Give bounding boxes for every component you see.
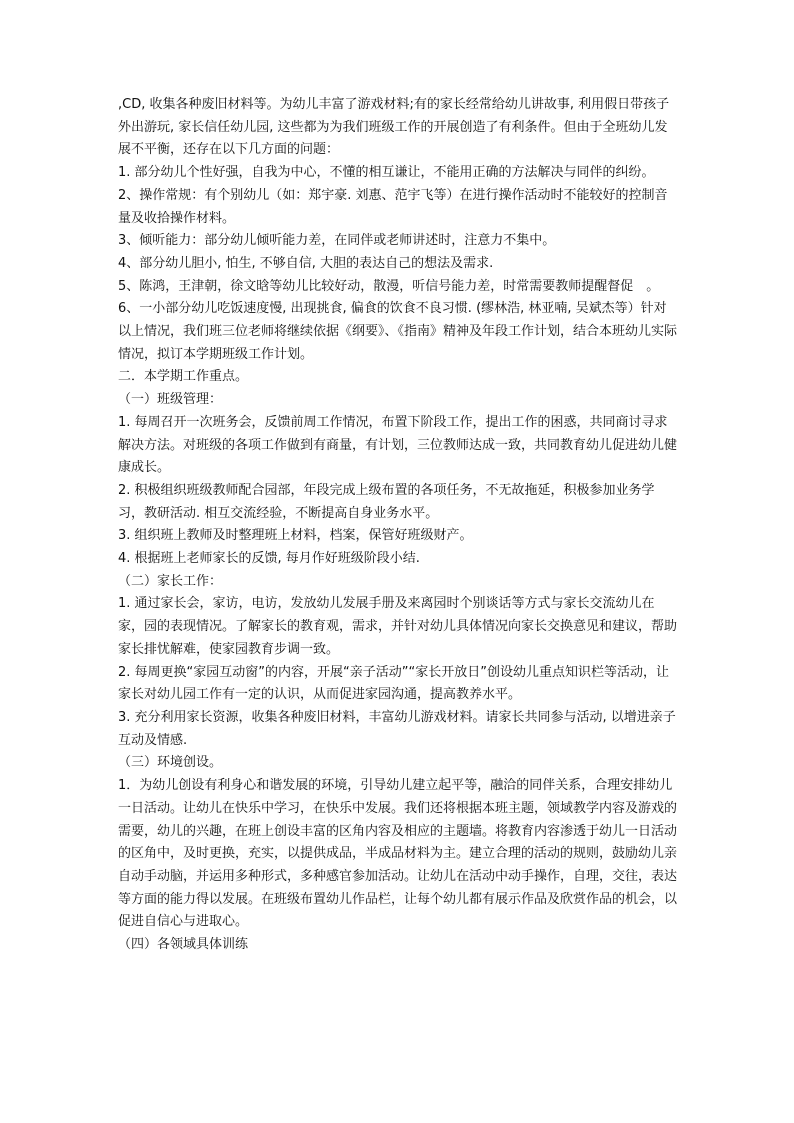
paragraph-problem-4: 4、部分幼儿胆小, 怕生, 不够自信, 大胆的表达自己的想法及需求. (118, 255, 494, 271)
paragraph-problem-6: 6、一小部分幼儿吃饭速度慢, 出现挑食, 偏食的饮食不良习惯. (缪林浩, 林亚喃, 吴斌杰等）针对以上情况，我们班三位老师将继续依据《纲要》、《指南》精神及年段工作计划，结合本班幼儿实际情况，拟订本学期班级工作计划。 (118, 301, 678, 362)
paragraph-intro: ,CD, 收集各种废旧材料等。为幼儿丰富了游戏材料;有的家长经常给幼儿讲故事, 利用假日带孩子外出游玩, 家长信任幼儿园, 这些都为为我们班级工作的开展创造了有利条件。但由于全班幼儿发展不平衡，还存在以下几方面的问题： (118, 97, 670, 158)
paragraph-problem-2: 2、操作常规：有个别幼儿（如：郑宇豪. 刘惠、范宇飞等）在进行操作活动时不能较好的控制音量及收拾操作材料。 (118, 187, 668, 226)
paragraph-management-4: 4. 根据班上老师家长的反馈, 每月作好班级阶段小结. (118, 551, 420, 567)
subsection-heading-class-management: （一）班级管理： (118, 392, 223, 408)
subsection-heading-domain-training: （四）各领域具体训练 (118, 937, 249, 953)
paragraph-problem-5: 5、陈鸿，王津朝，徐文晗等幼儿比较好动，散漫，听信号能力差，时常需要教师提醒督促 。 (118, 278, 660, 294)
paragraph-environment-1: 1．为幼儿创设有利身心和谐发展的环境，引导幼儿建立起平等，融洽的同伴关系，合理安排幼儿一日活动。让幼儿在快乐中学习，在快乐中发展。我们还将根据本班主题，领域教学内容及游戏的需要，幼儿的兴趣，在班上创设丰富的区角内容及相应的主题墙。将教育内容渗透于幼儿一日活动的区角中，及时更换，充实，以提供成品，半成品材料为主。建立合理的活动的规则，鼓励幼儿亲自动手动脑，并运用多种形式，多种感官参加活动。让幼儿在活动中动手操作，自理，交往，表达等方面的能力得以发展。在班级布置幼儿作品栏，让每个幼儿都有展示作品及欣赏作品的机会，以促进自信心与进取心。 (118, 778, 678, 930)
subsection-heading-parent-work: （二）家长工作： (118, 573, 223, 589)
paragraph-problem-1: 1. 部分幼儿个性好强，自我为中心，不懂的相互谦让，不能用正确的方法解决与同伴的纠纷。 (118, 165, 655, 181)
paragraph-parent-3: 3. 充分利用家长资源，收集各种废旧材料，丰富幼儿游戏材料。请家长共同参与活动, 以增进亲子互动及情感. (118, 709, 676, 748)
paragraph-management-1: 1. 每周召开一次班务会，反馈前周工作情况，布置下阶段工作，提出工作的困惑，共同商讨寻求解决方法。对班级的各项工作做到有商量，有计划，三位教师达成一致，共同教育幼儿促进幼儿健康成长。 (118, 414, 678, 476)
document-page (118, 94, 678, 957)
paragraph-parent-2: 2. 每周更换“家园互动窗”的内容，开展“亲子活动”“家长开放日”创设幼儿重点知识栏等活动，让家长对幼儿园工作有一定的认识，从而促进家园沟通，提高教养水平。 (118, 664, 669, 703)
paragraph-parent-1: 1. 通过家长会，家访，电访，发放幼儿发展手册及来离园时个别谈话等方式与家长交流幼儿在家，园的表现情况。了解家长的教育观，需求，并针对幼儿具体情况向家长交换意见和建议，帮助家长排忧解难，使家园教育步调一致。 (118, 596, 678, 657)
section-heading-focus: 二．本学期工作重点。 (118, 369, 249, 385)
paragraph-problem-3: 3、倾听能力：部分幼儿倾听能力差，在同伴或老师讲述时，注意力不集中。 (118, 233, 556, 249)
paragraph-management-2: 2. 积极组织班级教师配合园部，年段完成上级布置的各项任务，不无故拖延，积极参加业务学习，教研活动. 相互交流经验，不断提高自身业务水平。 (118, 482, 655, 521)
subsection-heading-environment: （三）环境创设。 (118, 755, 223, 771)
paragraph-management-3: 3. 组织班上教师及时整理班上材料，档案，保管好班级财产。 (118, 528, 473, 544)
